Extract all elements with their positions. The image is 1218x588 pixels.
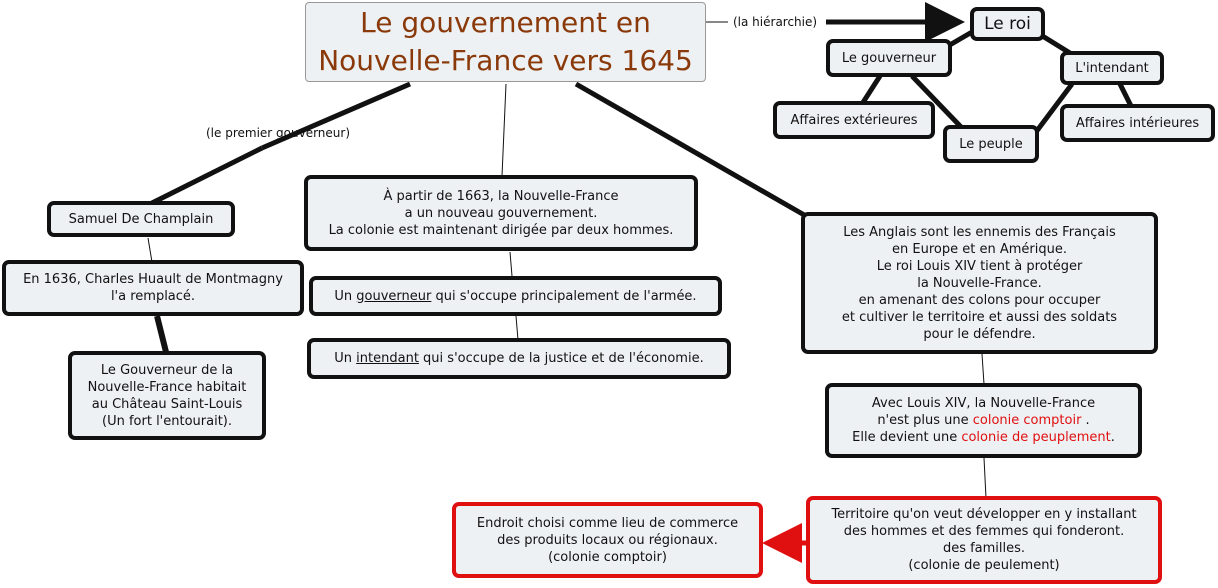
node-internal-affairs (1060, 104, 1215, 142)
node-king (970, 7, 1045, 41)
node-intendant-role (307, 338, 731, 379)
text-line: au Château Saint-Louis (91, 396, 243, 412)
text-line: En 1636, Charles Huault de Montmagny (23, 272, 283, 287)
node-montmagny (2, 260, 304, 316)
text-part: qui s'occupe principalement de l'armée. (431, 288, 697, 304)
label-first-governor: (le premier gouverneur) (206, 126, 351, 140)
link-governor-foreign (862, 76, 880, 104)
text-part: . (1081, 413, 1090, 428)
node-foreign-affairs (773, 101, 935, 139)
link-newgov-governor (510, 252, 512, 276)
text-line: À partir de 1663, la Nouvelle-France (383, 188, 619, 204)
text-part: . (1110, 430, 1115, 445)
main-title-line: Le gouvernement en (360, 6, 651, 39)
node-louis-xiv (825, 383, 1142, 458)
keyword-colonie-peuplement: colonie de peuplement (961, 430, 1111, 445)
node-chateau (68, 351, 266, 440)
link-montmagny-chateau (157, 316, 166, 352)
main-title-line: Nouvelle-France vers 1645 (318, 44, 693, 77)
text-line: Les Anglais sont les ennemis des Français (843, 224, 1116, 240)
text-line: La colonie est maintenant dirigée par deux hommes. (328, 222, 674, 238)
text-line: (colonie comptoir) (548, 549, 667, 565)
text-line: (colonie de peulement) (908, 558, 1060, 573)
text-line: Le roi Louis XIV tient à protéger (876, 258, 1083, 274)
node-english-enemies (801, 212, 1158, 354)
link-title-middle (502, 84, 506, 176)
text-line: en amenant des colons pour occuper (858, 292, 1101, 308)
text-line: des hommes et des femmes qui fonderont. (843, 524, 1125, 539)
link-governor-intendant (516, 316, 518, 340)
node-internal-affairs-label: Affaires intérieures (1075, 115, 1200, 131)
node-champlain (47, 201, 235, 237)
text-line (852, 429, 1115, 446)
text-part: Un (334, 351, 357, 366)
text-line: l'a remplacé. (110, 289, 196, 304)
node-people (943, 125, 1039, 163)
text-line (877, 412, 1089, 429)
node-governor (826, 39, 952, 77)
text-part: Elle devient une (852, 430, 962, 445)
text-line: Endroit choisi comme lieu de commerce (476, 515, 739, 531)
main-title (305, 2, 706, 82)
node-people-label: Le peuple (959, 136, 1023, 152)
text-line: des familles. (942, 541, 1026, 556)
keyword-governor: gouverneur (356, 288, 432, 304)
node-governor-label: Le gouverneur (841, 50, 937, 66)
text-line: la Nouvelle-France. (917, 275, 1042, 291)
text-part: n'est plus une (877, 413, 973, 428)
node-new-government (304, 175, 698, 251)
node-governor-role-text (334, 288, 696, 305)
node-foreign-affairs-label: Affaires extérieures (790, 112, 918, 128)
node-intendant (1060, 51, 1164, 85)
text-line: Le Gouverneur de la (100, 362, 234, 378)
text-line: pour le défendre. (923, 326, 1036, 342)
link-english-louis (982, 354, 984, 384)
text-line: des produits locaux ou régionaux. (497, 532, 718, 548)
text-line: en Europe et en Amérique. (892, 241, 1067, 257)
node-king-label: Le roi (984, 13, 1031, 34)
node-champlain-label: Samuel De Champlain (68, 211, 214, 227)
link-left-champlain (150, 148, 262, 204)
keyword-intendant: intendant (356, 351, 419, 366)
label-hierarchy: (la hiérarchie) (733, 15, 818, 29)
node-intendant-role-text (334, 350, 703, 367)
node-territory (806, 496, 1162, 584)
text-line: Avec Louis XIV, la Nouvelle-France (871, 396, 1096, 411)
text-line: Territoire qu'on veut développer en y installant (831, 507, 1137, 522)
node-intendant-label: L'intendant (1075, 60, 1149, 76)
text-line: et cultiver le territoire et aussi des soldats (841, 309, 1118, 325)
text-line: (Un fort l'entourait). (102, 413, 232, 429)
link-louis-territory (984, 458, 986, 498)
text-line: a un nouveau gouvernement. (404, 205, 598, 221)
node-comptoir (452, 502, 763, 578)
text-line: Nouvelle-France habitait (87, 379, 247, 395)
text-part: Un (334, 288, 357, 304)
node-governor-role (309, 276, 722, 316)
link-champlain-montmagny (148, 238, 152, 262)
keyword-colonie-comptoir: colonie comptoir (972, 413, 1082, 428)
text-part: qui s'occupe de la justice et de l'économie. (418, 351, 704, 366)
